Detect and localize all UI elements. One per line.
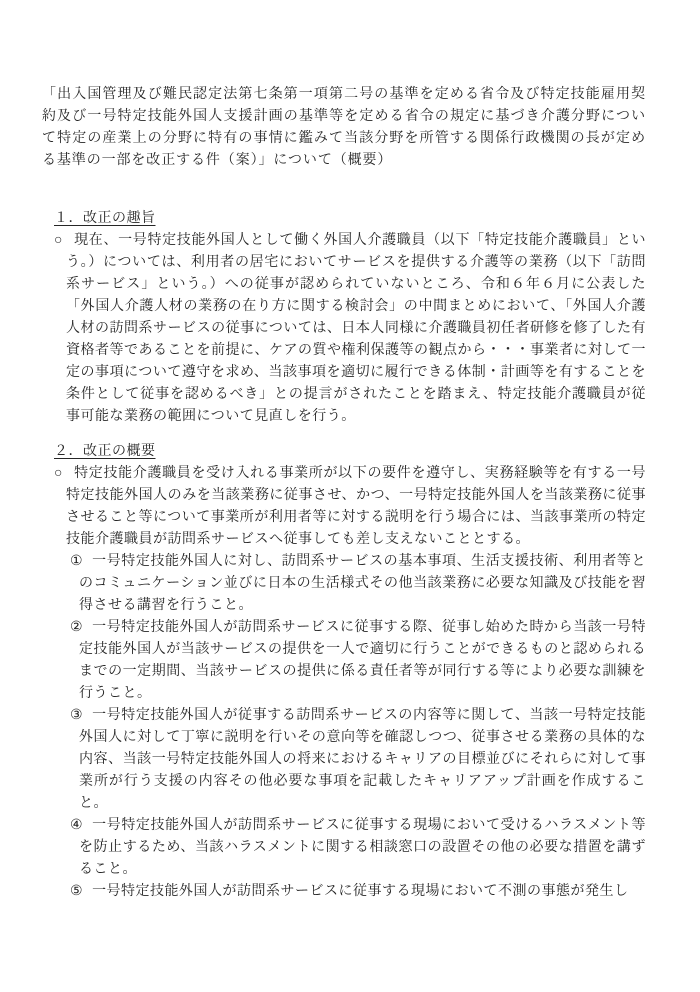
section-2-paragraph-text: 特定技能介護職員を受け入れる事業所が以下の要件を遵守し、実務経験等を有する一号特定技能外国人のみを当該業務に従事させ、かつ、一号特定技能外国人を当該業務に従事させること等について事業所が利用者等に対する説明を行う場合には、当該事業所の特定技能介護職員が訪問系サービスへ従事しても差し支えないこととする。: [66, 466, 646, 547]
numbered-item-4: [70, 815, 646, 881]
numbered-item-1: [70, 551, 646, 617]
section-1-heading-row: [54, 208, 646, 230]
circled-number-4-marker: ④: [70, 818, 84, 833]
numbered-item-5-text: 一号特定技能外国人が訪問系サービスに従事する現場において不測の事態が発生し: [92, 884, 629, 899]
section-2-heading-row: [54, 441, 646, 463]
numbered-item-4-text: 一号特定技能外国人が訪問系サービスに従事する現場において受けるハラスメント等を防止するため、当該ハラスメントに関する相談窓口の設置その他の必要な措置を講ずること。: [79, 818, 646, 877]
circled-number-3-marker: ③: [70, 708, 84, 723]
section-2-heading: ２．改正の概要: [54, 444, 156, 459]
circled-number-1-marker: ①: [70, 554, 84, 569]
numbered-item-3: [70, 705, 646, 815]
numbered-item-2: [70, 617, 646, 705]
circle-bullet-marker: ○: [54, 233, 64, 248]
section-1-bullet-paragraph: [54, 230, 646, 428]
section-1-paragraph-text: 現在、一号特定技能外国人として働く外国人介護職員（以下「特定技能介護職員」という。）については、利用者の居宅においてサービスを提供する介護等の業務（以下「訪問系サービス」という。）への従事が認められていないところ、令和６年６月に公表した「外国人介護人材の業務の在り方に関する検討会」の中間まとめにおいて、「外国人介護人材の訪問系サービスの従事については、日本人同様に介護職員初任者研修を修了した有資格者等であることを前提に、ケアの質や権利保護等の観点から・・・事業者に対して一定の事項について遵守を求め、当該事項を適切に履行できる体制・計画等を有することを条件として従事を認めるべき」との提言がされたことを踏まえ、特定技能介護職員が従事可能な業務の範囲について見直しを行う。: [66, 233, 646, 424]
section-revision-purpose: [54, 208, 646, 428]
section-revision-outline: [54, 441, 646, 903]
circled-number-2-marker: ②: [70, 620, 84, 635]
circle-bullet-marker: ○: [54, 466, 64, 481]
section-1-heading: １．改正の趣旨: [54, 211, 156, 226]
section-2-bullet-paragraph: [54, 463, 646, 551]
document-title: 「出入国管理及び難民認定法第七条第一項第二号の基準を定める省令及び特定技能雇用契約及び一号特定技能外国人支援計画の基準等を定める省令の規定に基づき介護分野について特定の産業上の分野に特有の事情に鑑みて当該分野を所管する関係行政機関の長が定める基準の一部を改正する件（案）」について（概要）: [42, 87, 646, 168]
numbered-item-3-text: 一号特定技能外国人が従事する訪問系サービスの内容等に関して、当該一号特定技能外国人に対して丁寧に説明を行いその意向等を確認しつつ、従事させる業務の具体的な内容、当該一号特定技能外国人の将来におけるキャリアの目標並びにそれらに対して事業所が行う支援の内容その他必要な事項を記載したキャリアアップ計画を作成すること。: [79, 708, 646, 811]
numbered-item-5: [70, 881, 646, 903]
circled-number-5-marker: ⑤: [70, 884, 84, 899]
numbered-item-1-text: 一号特定技能外国人に対し、訪問系サービスの基本事項、生活支援技術、利用者等とのコミュニケーション並びに日本の生活様式その他当該業務に必要な知識及び技能を習得させる講習を行うこと。: [79, 554, 646, 613]
numbered-item-2-text: 一号特定技能外国人が訪問系サービスに従事する際、従事し始めた時から当該一号特定技能外国人が当該サービスの提供を一人で適切に行うことができるものと認められるまでの一定期間、当該サービスの提供に係る責任者等が同行する等により必要な訓練を行うこと。: [79, 620, 646, 701]
